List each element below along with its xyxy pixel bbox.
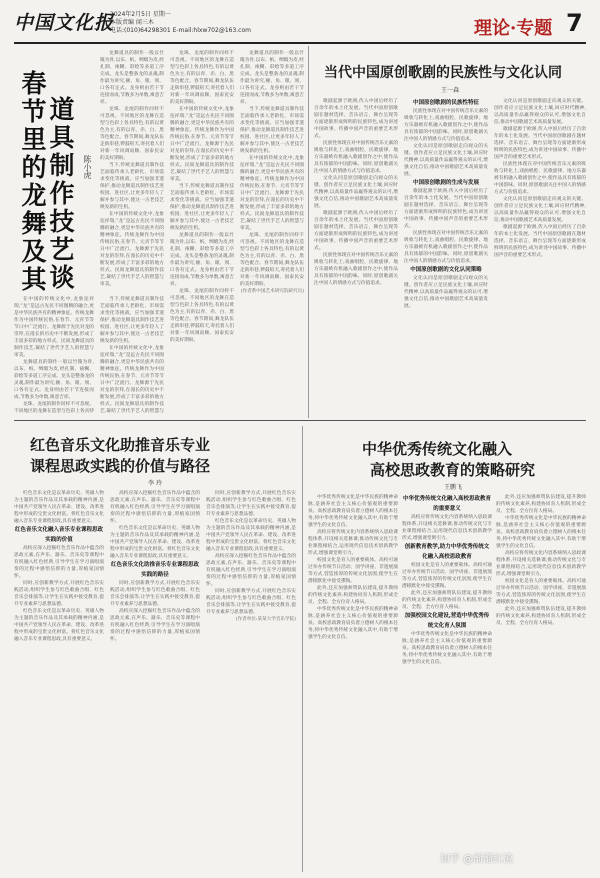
article2-column-3: [494, 98, 586, 414]
article1-paragraph: 在中国的传统文化中,龙象征祥瑞,“龙”是远古先民不同图腾的融合,更是中华民族共有的精神象征。传统龙舞作为中国传统民俗,在春节、元宵节等节日中广泛流行。龙舞源于先民对龙的崇拜,在漫长的历史中不断发展,形成了丰富多彩的地方样式。民间龙舞道具的制作技艺,凝结了世代手艺人的智慧与审美。: [240, 156, 304, 231]
section-divider: [14, 420, 586, 421]
article4-subheading: 创新教育教学,助力中华优秀传统文化融入高校思政教育: [404, 544, 490, 560]
article1-paragraph: 当下,传统龙舞道具制作技艺面临传承人老龄化、市场需求变化等挑战。应当加强非遗保护,推动龙舞道具制作技艺进校园、进社区,让更多年轻人了解并参与其中,使这一古老技艺焕发新的生机。: [170, 184, 234, 231]
article2-paragraph: 民族性体现在对中国传统音乐元素的吸收与转化上,戏曲唱腔、民歌旋律、地方乐器被有机融入歌剧创作之中,使作品具有浓郁的中国韵味。同时,原创歌剧关注中国人的情感方式与价值追求。: [314, 253, 398, 286]
article3-paragraph: 红色音乐文化是以革命历史、英雄人物为主题的音乐作品及其承载的精神内涵,是中国共产党领导人民在革命、建设、改革进程中形成的宝贵文化财富。将红色音乐文化融入音乐专业课程思政,具有重要意义。: [14, 609, 104, 642]
article1-column-4: [240, 50, 304, 414]
article1-paragraph: 龙珠、龙尾的制作同样不可忽视。不同地区的龙舞在造型与色彩上各具特色,有的以黄色为主,有的以青、赤、白、黑等色配合。春节期间,舞龙队伍走街串巷,锣鼓喧天,寄托着人们对新一年风调雨顺、国泰民安的美好期盼。: [100, 107, 164, 161]
article4-paragraph: 中华优秀传统文化是中华民族的精神命脉,是涵养社会主义核心价值观的重要源泉。高校思政教育肩负着立德树人的根本任务,将中华优秀传统文化融入其中,有助于增强学生的文化自信。: [402, 632, 492, 665]
article1-paragraph: 龙珠、龙尾的制作同样不可忽视。不同地区的龙舞在造型与色彩上各具特色,有的以黄色为主,有的以青、赤、白、黑等色配合。春节期间,舞龙队伍走街串巷,锣鼓喧天,寄托着人们对新一年风调雨顺、国泰民安的美好期盼。: [170, 51, 234, 105]
article2-paragraph: 民族性体现在对中国传统音乐元素的吸收与转化上,戏曲唱腔、民歌旋律、地方乐器被有机融入歌剧创作之中,使作品具有浓郁的中国韵味。同时,原创歌剧关注中国人的情感方式与价值追求。: [494, 162, 586, 195]
article4-paragraph: 高校应将传统文化内容系统纳入思政课程体系,开设相关选修课,推动传统文化与专业课程相结合,运用现代信息技术创新教学形式,增强课堂吸引力。: [402, 515, 492, 541]
article3-paragraph: 红色音乐文化是以革命历史、英雄人物为主题的音乐作品及其承载的精神内涵,是中国共产党领导人民在革命、建设、改革进程中形成的宝贵文化财富。将红色音乐文化融入音乐专业课程思政,具有重要意义。: [14, 491, 104, 524]
article3-paragraph: 高校应深入挖掘红色音乐作品中蕴含的思政元素,在声乐、器乐、音乐史等课程中有机融入红色经典,引导学生在学习演唱演奏的过程中感悟信仰的力量,厚植家国情怀。: [206, 554, 296, 587]
article1-paragraph: 龙珠、龙尾的制作同样不可忽视。不同地区的龙舞在造型与色彩上各具特色,有的以黄色为主,有的以青、赤、白、黑等色配合。春节期间,舞龙队伍走街串巷,锣鼓喧天,寄托着人们对新一年风调雨顺、国泰民安的美好期盼。: [240, 233, 304, 287]
column-divider: [308, 46, 309, 418]
masthead: [14, 8, 586, 44]
article1-paragraph: 龙舞道具的制作一般以竹篾为骨,以布、纸、绸缎为皮,经扎制、裱糊、彩绘等多道工序完成。龙头是整条龙的灵魂,制作最为讲究,额、角、眼、须、口各有定式。龙身则由若干节连接而成,节数多为单数,寓意吉祥。: [170, 233, 234, 287]
page-number: 7: [566, 9, 583, 37]
article4-column-1: [308, 494, 398, 870]
article4-paragraph: 校园文化是育人的重要载体。高校可通过举办传统节日活动、国学讲座、非遗展演等方式,营造浓厚的传统文化氛围,使学生在潜移默化中接受熏陶。: [496, 579, 586, 605]
article4-paragraph: 中华优秀传统文化是中华民族的精神命脉,是涵养社会主义核心价值观的重要源泉。高校思政教育肩负着立德树人的根本任务,将中华优秀传统文化融入其中,有助于增强学生的文化自信。: [308, 495, 398, 528]
article2-paragraph: 歌剧起源于欧洲,传入中国后经历了百余年的本土化发展。当代中国原创歌剧在题材选择、音乐语言、舞台呈现等方面逐渐形成鲜明的民族特色,成为讲述中国故事、传播中国声音的重要艺术形式。: [314, 99, 398, 139]
article1-paragraph: 在中国的传统文化中,龙象征祥瑞,“龙”是远古先民不同图腾的融合,更是中华民族共有的精神象征。传统龙舞作为中国传统民俗,在春节、元宵节等节日中广泛流行。龙舞源于先民对龙的崇拜,在漫长的历史中不断发展,形成了丰富多彩的地方样式。民间龙舞道具的制作技艺,凝结了世代手艺人的智慧与审美。: [14, 297, 94, 358]
article3-column-3: [206, 490, 296, 870]
article4-author: 王鹏飞: [443, 484, 462, 491]
article1-column-3: [170, 50, 234, 414]
section-name: 理论·专题: [474, 18, 553, 39]
article2-subheading: 中国原创歌剧的民族性特征: [412, 100, 479, 106]
article2-paragraph: 文化认同是原创歌剧走向观众的关键。创作者应立足民族文化土壤,回应时代精神,以高质量作品赢得观众的认可,增强文化自信,推动中国歌剧艺术高质量发展。: [404, 276, 488, 309]
masthead-meta: [110, 11, 251, 35]
article3-paragraph: 同时,应创新教学方式,开展红色音乐实践活动,组织学生参与红色歌曲合唱、红色音乐会排演等,让学生在实践中接受教育,提升专业素养与思想品德。: [206, 491, 296, 517]
article1-column-2: [100, 296, 164, 414]
article4-paragraph: 此外,还应加强师资队伍建设,提升教师的传统文化素养,构建协同育人机制,形成全员、全程、全方位育人格局。: [308, 586, 398, 605]
article4-title-line1: 中华优秀传统文化融入: [362, 440, 513, 458]
article2-paragraph: 歌剧起源于欧洲,传入中国后经历了百余年的本土化发展。当代中国原创歌剧在题材选择、音乐语言、舞台呈现等方面逐渐形成鲜明的民族特色,成为讲述中国故事、传播中国声音的重要艺术形式。: [494, 127, 586, 160]
article4-paragraph: 此外,还应加强师资队伍建设,提升教师的传统文化素养,构建协同育人机制,形成全员、全程、全方位育人格局。: [496, 607, 586, 626]
article1-footnote: (作者系中国艺术研究院研究员): [240, 289, 304, 294]
newspaper-logo: 中国文化报: [14, 12, 115, 34]
article1-paragraph: 在中国的传统文化中,龙象征祥瑞,“龙”是远古先民不同图腾的融合,更是中华民族共有的精神象征。传统龙舞作为中国传统民俗,在春节、元宵节等节日中广泛流行。龙舞源于先民对龙的崇拜,在漫长的历史中不断发展,形成了丰富多彩的地方样式。民间龙舞道具的制作技艺,凝结了世代手艺人的智慧与: [100, 346, 164, 414]
article4-subheading: 中华优秀传统文化融入高校思政教育的重要意义: [402, 496, 491, 512]
article1-paragraph: 龙舞道具的制作一般以竹篾为骨,以布、纸、绸缎为皮,经扎制、裱糊、彩绘等多道工序完成。龙头是整条龙的灵魂,制作最为讲究,额、角、眼、须、口各有定式。龙身则由若干节连接而成,节数多为单数,寓意吉祥。: [100, 51, 164, 105]
article1-author: 陈小虎: [83, 155, 92, 179]
article2-paragraph: 文化认同是原创歌剧走向观众的关键。创作者应立足民族文化土壤,回应时代精神,以高质量作品赢得观众的认可,增强文化自信,推动中国歌剧艺术高质量发展。: [494, 99, 586, 125]
article3-column-2: [110, 490, 200, 870]
article3-subheading: 红色音乐文化融入音乐专业课程思政实践的价值: [14, 527, 103, 543]
article1-paragraph: 当下,传统龙舞道具制作技艺面临传承人老龄化、市场需求变化等挑战。应当加强非遗保护,推动龙舞道具制作技艺进校园、进社区,让更多年轻人了解并参与其中,使这一古老技艺焕发新的生机。: [240, 107, 304, 154]
article3-paragraph: 同时,应创新教学方式,开展红色音乐实践活动,组织学生参与红色歌曲合唱、红色音乐会排演等,让学生在实践中接受教育,提升专业素养与思想品德。: [14, 581, 104, 607]
article4-paragraph: 此外,还应加强师资队伍建设,提升教师的传统文化素养,构建协同育人机制,形成全员、全程、全方位育人格局。: [402, 591, 492, 610]
article2-column-2: [404, 98, 488, 414]
article1-paragraph: 当下,传统龙舞道具制作技艺面临传承人老龄化、市场需求变化等挑战。应当加强非遗保护,推动龙舞道具制作技艺进校园、进社区,让更多年轻人了解并参与其中,使这一古老技艺焕发新的生机。: [100, 163, 164, 210]
article3-subheading: 红色音乐文化助推音乐专业课程思政实践的路径: [110, 562, 199, 578]
article2-author: 王一森: [440, 87, 459, 94]
article3-author: 李 玲: [148, 480, 162, 487]
article1-title-line1: 道具制作技艺谈: [46, 96, 75, 292]
article2-paragraph: 歌剧起源于欧洲,传入中国后经历了百余年的本土化发展。当代中国原创歌剧在题材选择、音乐语言、舞台呈现等方面逐渐形成鲜明的民族特色,成为讲述中国故事、传播中国声音的重要艺术形式。: [404, 189, 488, 229]
article1-column-lead: [14, 296, 94, 414]
article1-paragraph: 龙舞道具的制作一般以竹篾为骨,以布、纸、绸缎为皮,经扎制、裱糊、彩绘等多道工序完成。龙头是整条龙的灵魂,制作最为讲究,额、角、眼、须、口各有定式。龙身则由若干节连接而成,节数多为单数,寓意吉祥。: [14, 360, 94, 400]
article4-column-2: [402, 494, 492, 870]
article4-paragraph: 中华优秀传统文化是中华民族的精神命脉,是涵养社会主义核心价值观的重要源泉。高校思政教育肩负着立德树人的根本任务,将中华优秀传统文化融入其中,有助于增强学生的文化自信。: [308, 607, 398, 640]
article1-paragraph: 在中国的传统文化中,龙象征祥瑞,“龙”是远古先民不同图腾的融合,更是中华民族共有的精神象征。传统龙舞作为中国传统民俗,在春节、元宵节等节日中广泛流行。龙舞源于先民对龙的崇拜,在漫长的历史中不断发展,形成了丰富多彩的地方样式。民间龙舞道具的制作技艺,凝结了世代手艺人的智慧与审美。: [170, 107, 234, 182]
watermark: 知乎 @渐渐红流: [440, 854, 514, 865]
masthead-date: 2024年2月5日 星期一: [110, 11, 171, 18]
article4-paragraph: 校园文化是育人的重要载体。高校可通过举办传统节日活动、国学讲座、非遗展演等方式,营造浓厚的传统文化氛围,使学生在潜移默化中接受熏陶。: [402, 563, 492, 589]
article1-paragraph: 龙舞道具的制作一般以竹篾为骨,以布、纸、绸缎为皮,经扎制、裱糊、彩绘等多道工序完成。龙头是整条龙的灵魂,制作最为讲究,额、角、眼、须、口各有定式。龙身则由若干节连接而成,节数多为单数,寓意吉祥。: [240, 51, 304, 105]
article3-paragraph: 同时,应创新教学方式,开展红色音乐实践活动,组织学生参与红色歌曲合唱、红色音乐会排演等,让学生在实践中接受教育,提升专业素养与思想品德。: [206, 589, 296, 615]
article3-column-1: [14, 490, 104, 870]
article4-paragraph: 高校应将传统文化内容系统纳入思政课程体系,开设相关选修课,推动传统文化与专业课程相结合,运用现代信息技术创新教学形式,增强课堂吸引力。: [496, 551, 586, 577]
article3-paragraph: 红色音乐文化是以革命历史、英雄人物为主题的音乐作品及其承载的精神内涵,是中国共产党领导人民在革命、建设、改革进程中形成的宝贵文化财富。将红色音乐文化融入音乐专业课程思政,具有重要意义。: [110, 526, 200, 559]
column-divider: [302, 426, 303, 872]
article4-column-3: [496, 494, 586, 844]
article4-paragraph: 此外,还应加强师资队伍建设,提升教师的传统文化素养,构建协同育人机制,形成全员、全程、全方位育人格局。: [496, 495, 586, 514]
article2-paragraph: 文化认同是原创歌剧走向观众的关键。创作者应立足民族文化土壤,回应时代精神,以高质量作品赢得观众的认可,增强文化自信,推动中国歌剧艺术高质量发展。: [314, 176, 398, 209]
article2-paragraph: 民族性体现在对中国传统音乐元素的吸收与转化上,戏曲唱腔、民歌旋律、地方乐器被有机融入歌剧创作之中,使作品具有浓郁的中国韵味。同时,原创歌剧关注中国人的情感方式与价值追求。: [404, 109, 488, 142]
article2-title: 当代中国原创歌剧的民族性与文化认同: [324, 65, 562, 81]
article1-paragraph: 在中国的传统文化中,龙象征祥瑞,“龙”是远古先民不同图腾的融合,更是中华民族共有的精神象征。传统龙舞作为中国传统民俗,在春节、元宵节等节日中广泛流行。龙舞源于先民对龙的崇拜,在漫长的历史中不断发展,形成了丰富多彩的地方样式。民间龙舞道具的制作技艺,凝结了世代手艺人的智慧与审美。: [100, 212, 164, 287]
article3-paragraph: 红色音乐文化是以革命历史、英雄人物为主题的音乐作品及其承载的精神内涵,是中国共产党领导人民在革命、建设、改革进程中形成的宝贵文化财富。将红色音乐文化融入音乐专业课程思政,具有重要意义。: [206, 519, 296, 552]
article3-paragraph: 高校应深入挖掘红色音乐作品中蕴含的思政元素,在声乐、器乐、音乐史等课程中有机融入红色经典,引导学生在学习演唱演奏的过程中感悟信仰的力量,厚植家国情怀。: [14, 546, 104, 579]
article3-footnote: (作者单位:某某大学音乐学院): [235, 617, 296, 622]
article2-paragraph: 歌剧起源于欧洲,传入中国后经历了百余年的本土化发展。当代中国原创歌剧在题材选择、音乐语言、舞台呈现等方面逐渐形成鲜明的民族特色,成为讲述中国故事、传播中国声音的重要艺术形式。: [314, 211, 398, 251]
article3-title-line2: 课程思政实践的价值与路径: [30, 457, 211, 475]
article2-paragraph: 民族性体现在对中国传统音乐元素的吸收与转化上,戏曲唱腔、民歌旋律、地方乐器被有机融入歌剧创作之中,使作品具有浓郁的中国韵味。同时,原创歌剧关注中国人的情感方式与价值追求。: [404, 231, 488, 264]
article2-subheading: 中国原创歌剧的文化认同策略: [410, 267, 482, 273]
article2-paragraph: 歌剧起源于欧洲,传入中国后经历了百余年的本土化发展。当代中国原创歌剧在题材选择、音乐语言、舞台呈现等方面逐渐形成鲜明的民族特色,成为讲述中国故事、传播中国声音的重要艺术形式。: [494, 225, 586, 258]
article3-paragraph: 高校应深入挖掘红色音乐作品中蕴含的思政元素,在声乐、器乐、音乐史等课程中有机融入红色经典,引导学生在学习演唱演奏的过程中感悟信仰的力量,厚植家国情怀。: [110, 491, 200, 524]
article4-paragraph: 高校应将传统文化内容系统纳入思政课程体系,开设相关选修课,推动传统文化与专业课程相结合,运用现代信息技术创新教学形式,增强课堂吸引力。: [308, 530, 398, 556]
article1-title-line2: 春节里的龙舞及其: [18, 70, 47, 294]
article3-title-line1: 红色音乐文化助推音乐专业: [30, 436, 211, 454]
article1-column-1: [100, 50, 164, 290]
article2-paragraph: 文化认同是原创歌剧走向观众的关键。创作者应立足民族文化土壤,回应时代精神,以高质量作品赢得观众的认可,增强文化自信,推动中国歌剧艺术高质量发展。: [404, 144, 488, 177]
masthead-editor: 本版责编 闻三木: [110, 19, 154, 26]
article3-paragraph: 同时,应创新教学方式,开展红色音乐实践活动,组织学生参与红色歌曲合唱、红色音乐会排演等,让学生在实践中接受教育,提升专业素养与思想品德。: [110, 581, 200, 607]
article2-paragraph: 民族性体现在对中国传统音乐元素的吸收与转化上,戏曲唱腔、民歌旋律、地方乐器被有机融入歌剧创作之中,使作品具有浓郁的中国韵味。同时,原创歌剧关注中国人的情感方式与价值追求。: [314, 141, 398, 174]
article2-subheading: 中国原创歌剧的生成与发展: [412, 180, 479, 186]
article4-paragraph: 中华优秀传统文化是中华民族的精神命脉,是涵养社会主义核心价值观的重要源泉。高校思政教育肩负着立德树人的根本任务,将中华优秀传统文化融入其中,有助于增强学生的文化自信。: [496, 516, 586, 549]
article4-paragraph: 校园文化是育人的重要载体。高校可通过举办传统节日活动、国学讲座、非遗展演等方式,营造浓厚的传统文化氛围,使学生在潜移默化中接受熏陶。: [308, 558, 398, 584]
article2-paragraph: 文化认同是原创歌剧走向观众的关键。创作者应立足民族文化土壤,回应时代精神,以高质量作品赢得观众的认可,增强文化自信,推动中国歌剧艺术高质量发展。: [494, 197, 586, 223]
article2-column-1: [314, 98, 398, 414]
masthead-contact: 电话:(010)64298301 E-mail:hlxw702@163.com: [110, 27, 251, 34]
article4-title-line2: 高校思政教育的策略研究: [370, 461, 536, 479]
article1-paragraph: 龙珠、龙尾的制作同样不可忽视。不同地区的龙舞在造型与色彩上各具特色,有的以黄色为主,有的以青、赤、白、黑等色配合。春节期间,舞龙队伍走街串巷,锣鼓喧天,寄托着人们对新一年风调雨顺、国泰民安的美好期盼。: [170, 289, 234, 343]
article4-subheading: 加强校园文化建设,营造中华优秀传统文化育人氛围: [404, 613, 490, 629]
article1-paragraph: 龙珠、龙尾的制作同样不可忽视。不同地区的龙舞在造型与色彩上各具特: [14, 402, 94, 414]
article3-paragraph: 高校应深入挖掘红色音乐作品中蕴含的思政元素,在声乐、器乐、音乐史等课程中有机融入红色经典,引导学生在学习演唱演奏的过程中感悟信仰的力量,厚植家国情怀。: [110, 609, 200, 642]
article1-paragraph: 当下,传统龙舞道具制作技艺面临传承人老龄化、市场需求变化等挑战。应当加强非遗保护,推动龙舞道具制作技艺进校园、进社区,让更多年轻人了解并参与其中,使这一古老技艺焕发新的生机。: [100, 297, 164, 344]
